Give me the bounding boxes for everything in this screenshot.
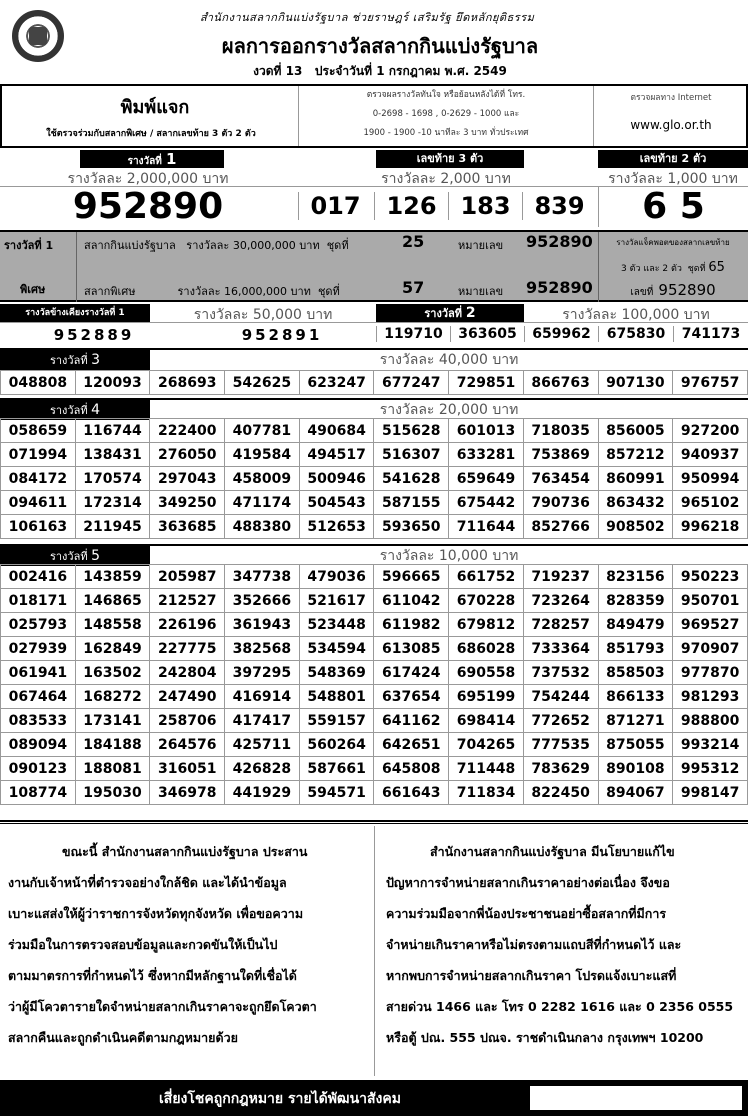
prize-number: 894067: [598, 781, 673, 805]
table-row: [1, 443, 748, 467]
prize-number: 458009: [225, 467, 300, 491]
table-row: [1, 589, 748, 613]
prize-number: 258706: [150, 709, 225, 733]
table-row: [1, 661, 748, 685]
prize-number: 950701: [673, 589, 748, 613]
special-row2-set: 57: [402, 278, 425, 297]
prize-number: 002416: [1, 565, 76, 589]
prize-number: 772652: [523, 709, 598, 733]
prize-number: 851793: [598, 637, 673, 661]
jackpot-num: เลขที่ 952890: [630, 281, 716, 299]
prize-number: 516307: [374, 443, 449, 467]
prize-number: 596665: [374, 565, 449, 589]
prize-number: 548801: [299, 685, 374, 709]
near1-tag: รางวัลข้างเคียงรางวัลที่ 1: [0, 304, 150, 322]
prize-number: 993214: [673, 733, 748, 757]
near1-number: 952889: [53, 326, 135, 344]
last3-number: 126: [374, 192, 448, 220]
second-tag: รางวัลที่ 2: [376, 304, 524, 322]
prize-number: 857212: [598, 443, 673, 467]
second-number: 741173: [673, 326, 748, 342]
prize-number: 849479: [598, 613, 673, 637]
prize-number: 559157: [299, 709, 374, 733]
special-row2-numlabel: หมายเลข: [458, 285, 504, 298]
prize-number: 084172: [1, 467, 76, 491]
prize-number: 690558: [449, 661, 524, 685]
fourth-band: รางวัลที่ 4 รางวัลละ 20,000 บาท: [0, 398, 748, 420]
prize-number: 316051: [150, 757, 225, 781]
prize-number: 352666: [225, 589, 300, 613]
prize-number: 441929: [225, 781, 300, 805]
prize-number: 226196: [150, 613, 225, 637]
prize-number: 222400: [150, 419, 225, 443]
special-row1: สลากกินแบ่งรัฐบาล รางวัลละ 30,000,000 บาท ชุดที่: [84, 239, 349, 252]
prize-number: 977870: [673, 661, 748, 685]
prize-number: 976757: [673, 371, 748, 395]
prize-number: 515628: [374, 419, 449, 443]
special-row1-num: 952890: [526, 232, 593, 251]
prize-number: 866763: [523, 371, 598, 395]
prize-number: 866133: [598, 685, 673, 709]
prize-number: 613085: [374, 637, 449, 661]
prize-number: 143859: [75, 565, 150, 589]
prize-number: 188081: [75, 757, 150, 781]
draw-info: งวดที่ 13 ประจำวันที่ 1 กรกฎาคม พ.ศ. 2549: [253, 64, 507, 78]
prize-number: 633281: [449, 443, 524, 467]
prize-number: 397295: [225, 661, 300, 685]
prize-number: 856005: [598, 419, 673, 443]
prize-number: 170574: [75, 467, 150, 491]
prize-number: 677247: [374, 371, 449, 395]
prize-number: 970907: [673, 637, 748, 661]
prize-number: 645808: [374, 757, 449, 781]
special-row2: สลากพิเศษ รางวัลละ 16,000,000 บาท ชุดที่: [84, 285, 340, 298]
prize-number: 071994: [1, 443, 76, 467]
phone-check: ตรวจผลรางวัลทันใจ หรือย้อนหลังได้ที่ โทร. 0-2698 - 1698 , 0-2629 - 1000 และ 1900 - 1900 -10 นาทีละ 3 บาท ทั่วประเทศ: [298, 86, 594, 146]
website-url[interactable]: www.glo.or.th: [630, 118, 712, 132]
prize-number: 521617: [299, 589, 374, 613]
table-row: [1, 637, 748, 661]
table-row: [1, 733, 748, 757]
prize-number: 996218: [673, 515, 748, 539]
prize-number: 548369: [299, 661, 374, 685]
prize-number: 998147: [673, 781, 748, 805]
prize-number: 823156: [598, 565, 673, 589]
footer-slogan: เสี่ยงโชคถูกกฎหมาย รายได้พัฒนาสังคม: [159, 1091, 401, 1107]
first-prize-tag: รางวัลที่ 1: [80, 150, 224, 168]
prize-number: 863432: [598, 491, 673, 515]
prize-number: 268693: [150, 371, 225, 395]
table-row: [1, 515, 748, 539]
last3-number: 839: [522, 192, 596, 220]
prize-number: 871271: [598, 709, 673, 733]
prize-number: 276050: [150, 443, 225, 467]
prize-number: 211945: [75, 515, 150, 539]
prize-number: 711834: [449, 781, 524, 805]
prize-number: 698414: [449, 709, 524, 733]
prize-number: 116744: [75, 419, 150, 443]
prize-number: 148558: [75, 613, 150, 637]
prize-number: 723264: [523, 589, 598, 613]
prize-number: 425711: [225, 733, 300, 757]
third-table: [0, 370, 748, 395]
near1-amount: รางวัลละ 50,000 บาท: [193, 307, 333, 323]
prize-number: 670228: [449, 589, 524, 613]
prize-number: 494517: [299, 443, 374, 467]
prize-number: 927200: [673, 419, 748, 443]
prize-number: 172314: [75, 491, 150, 515]
prize-number: 890108: [598, 757, 673, 781]
prize-number: 205987: [150, 565, 225, 589]
second-number: 119710: [376, 326, 450, 342]
table-row: [1, 419, 748, 443]
prize-number: 382568: [225, 637, 300, 661]
prize-number: 242804: [150, 661, 225, 685]
prize-number: 162849: [75, 637, 150, 661]
prize-number: 120093: [75, 371, 150, 395]
prize-number: 173141: [75, 709, 150, 733]
prize-number: 965102: [673, 491, 748, 515]
prize-number: 777535: [523, 733, 598, 757]
special-left-top: รางวัลที่ 1: [4, 239, 54, 252]
table-row: [1, 467, 748, 491]
motto-line: สำนักงานสลากกินแบ่งรัฐบาล ช่วยราษฎร์ เสริมรัฐ ยึดหลักยุติธรรม: [200, 11, 535, 24]
prize-number: 416914: [225, 685, 300, 709]
prize-number: 611982: [374, 613, 449, 637]
prize-number: 488380: [225, 515, 300, 539]
internet-check: ตรวจผลทาง Internet www.glo.or.th: [596, 86, 746, 146]
fifth-table: [0, 564, 748, 805]
prize-number: 754244: [523, 685, 598, 709]
prize-number: 587661: [299, 757, 374, 781]
last2-tag: เลขท้าย 2 ตัว: [598, 150, 748, 168]
prize-number: 363685: [150, 515, 225, 539]
prize-number: 108774: [1, 781, 76, 805]
prize-number: 184188: [75, 733, 150, 757]
prize-number: 083533: [1, 709, 76, 733]
prize-number: 728257: [523, 613, 598, 637]
prize-number: 969527: [673, 613, 748, 637]
prize-number: 479036: [299, 565, 374, 589]
prize-number: 860991: [598, 467, 673, 491]
prize-number: 995312: [673, 757, 748, 781]
special-left-bottom: พิเศษ: [20, 283, 46, 296]
table-row: [1, 613, 748, 637]
prize-number: 661643: [374, 781, 449, 805]
table-row: [1, 781, 748, 805]
last2-number: 6 5: [598, 186, 748, 227]
prize-number: 138431: [75, 443, 150, 467]
prize-number: 641162: [374, 709, 449, 733]
prize-number: 346978: [150, 781, 225, 805]
prize-number: 661752: [449, 565, 524, 589]
prize-number: 264576: [150, 733, 225, 757]
print-sub: ใช้ตรวจร่วมกับสลากพิเศษ / สลากเลขท้าย 3 ตัว 2 ตัว: [46, 129, 256, 139]
prize-number: 417417: [225, 709, 300, 733]
prize-number: 523448: [299, 613, 374, 637]
last3-number: 017: [298, 192, 372, 220]
special-row2-num: 952890: [526, 278, 593, 297]
last2-amount: รางวัลละ 1,000 บาท: [608, 171, 738, 187]
prize-number: 058659: [1, 419, 76, 443]
prize-number: 018171: [1, 589, 76, 613]
table-row: [1, 709, 748, 733]
prize-number: 048808: [1, 371, 76, 395]
prize-number: 504543: [299, 491, 374, 515]
prize-number: 163502: [75, 661, 150, 685]
prize-number: 146865: [75, 589, 150, 613]
prize-number: 617424: [374, 661, 449, 685]
prize-number: 852766: [523, 515, 598, 539]
jackpot-l2: 3 ตัว และ 2 ตัว ชุดที่ 65: [621, 260, 725, 275]
prize-number: 763454: [523, 467, 598, 491]
fifth-band: รางวัลที่ 5 รางวัลละ 10,000 บาท: [0, 544, 748, 566]
prize-number: 534594: [299, 637, 374, 661]
prize-number: 642651: [374, 733, 449, 757]
second-number: 659962: [524, 326, 598, 342]
prize-number: 950994: [673, 467, 748, 491]
prize-number: 212527: [150, 589, 225, 613]
prize-number: 623247: [299, 371, 374, 395]
prize-number: 594571: [299, 781, 374, 805]
prize-number: 704265: [449, 733, 524, 757]
prize-number: 737532: [523, 661, 598, 685]
prize-number: 711644: [449, 515, 524, 539]
notice-right: สำนักงานสลากกินแบ่งรัฐบาล มีนโยบายแก้ไข ปัญหาการจำหน่ายสลากเกินราคาอย่างต่อเนื่อง จึงขอ ความร่วมมือจากพี่น้องประชาชนอย่าซื้อสลากที่มีการ จำหน่ายเกินราคาหรือไม่ตรงตามแถบสีที่กำหนดไว้ และ หากพบการจำหน่ายสลากเกินราคา โปรดแจ้งเบาะแสที่ สายด่วน 1466 และ โทร 0 2282 1616 และ 0 2356 0555 หรือตู้ ปณ. 555 ปณจ. ราชดำเนินกลาง กรุงเทพฯ 10200: [386, 844, 734, 1045]
fourth-table: [0, 418, 748, 539]
footer-blank-box: [530, 1086, 742, 1110]
prize-number: 988800: [673, 709, 748, 733]
prize-number: 907130: [598, 371, 673, 395]
first-prize-number: 952890: [72, 186, 224, 227]
prize-number: 090123: [1, 757, 76, 781]
prize-number: 560264: [299, 733, 374, 757]
prize-number: 094611: [1, 491, 76, 515]
prize-number: 067464: [1, 685, 76, 709]
prize-number: 659649: [449, 467, 524, 491]
last3-amount: รางวัลละ 2,000 บาท: [381, 171, 511, 187]
special-row1-numlabel: หมายเลข: [458, 239, 504, 252]
table-row: [1, 491, 748, 515]
prize-number: 695199: [449, 685, 524, 709]
prize-number: 027939: [1, 637, 76, 661]
last3-tag: เลขท้าย 3 ตัว: [376, 150, 524, 168]
last3-number: 183: [448, 192, 522, 220]
prize-number: 347738: [225, 565, 300, 589]
prize-number: 419584: [225, 443, 300, 467]
second-number: 363605: [450, 326, 524, 342]
prize-number: 407781: [225, 419, 300, 443]
table-row: [1, 371, 748, 395]
print-label: พิมพ์แจก: [120, 97, 190, 118]
notice-left: ขณะนี้ สำนักงานสลากกินแบ่งรัฐบาล ประสาน งานกับเจ้าหน้าที่ตำรวจอย่างใกล้ชิด และได้นำข้อมูล เบาะแสส่งให้ผู้ว่าราชการจังหวัดทุกจังหวัด เพื่อขอความ ร่วมมือในการตรวจสอบข้อมูลและกวดขันให้เป็นไป ตามมาตรการที่กำหนดไว้ ซึ่งหากมีหลักฐานใดที่เชื่อได้ ว่าผู้มีโควตารายใดจำหน่ายสลากเกินราคาจะถูกยึดโควตา สลากคืนและถูกดำเนินคดีตามกฎหมายด้วย: [8, 844, 317, 1045]
second-number: 675830: [598, 326, 673, 342]
prize-number: 426828: [225, 757, 300, 781]
prize-number: 858503: [598, 661, 673, 685]
prize-number: 361943: [225, 613, 300, 637]
prize-number: 349250: [150, 491, 225, 515]
prize-number: 790736: [523, 491, 598, 515]
prize-number: 512653: [299, 515, 374, 539]
prize-number: 637654: [374, 685, 449, 709]
near1-number: 952891: [241, 326, 323, 344]
prize-number: 025793: [1, 613, 76, 637]
prize-number: 247490: [150, 685, 225, 709]
prize-number: 542625: [225, 371, 300, 395]
prize-number: 297043: [150, 467, 225, 491]
prize-number: 711448: [449, 757, 524, 781]
prize-number: 675442: [449, 491, 524, 515]
prize-number: 686028: [449, 637, 524, 661]
prize-number: 679812: [449, 613, 524, 637]
first-amount: รางวัลละ 2,000,000 บาท: [67, 171, 229, 187]
prize-number: 490684: [299, 419, 374, 443]
table-row: [1, 685, 748, 709]
prize-number: 061941: [1, 661, 76, 685]
prize-number: 981293: [673, 685, 748, 709]
prize-number: 950223: [673, 565, 748, 589]
prize-number: 500946: [299, 467, 374, 491]
prize-number: 601013: [449, 419, 524, 443]
prize-number: 106163: [1, 515, 76, 539]
prize-number: 089094: [1, 733, 76, 757]
prize-number: 940937: [673, 443, 748, 467]
footer-bar: [0, 1080, 748, 1116]
prize-number: 611042: [374, 589, 449, 613]
prize-number: 471174: [225, 491, 300, 515]
second-amount: รางวัลละ 100,000 บาท: [562, 307, 710, 323]
prize-number: 822450: [523, 781, 598, 805]
prize-number: 593650: [374, 515, 449, 539]
prize-number: 875055: [598, 733, 673, 757]
glo-seal-icon: [12, 10, 64, 62]
prize-number: 753869: [523, 443, 598, 467]
prize-number: 828359: [598, 589, 673, 613]
third-band: รางวัลที่ 3 รางวัลละ 40,000 บาท: [0, 348, 748, 370]
prize-number: 783629: [523, 757, 598, 781]
prize-number: 168272: [75, 685, 150, 709]
prize-number: 908502: [598, 515, 673, 539]
prize-number: 729851: [449, 371, 524, 395]
prize-number: 587155: [374, 491, 449, 515]
table-row: [1, 757, 748, 781]
page-title: ผลการออกรางวัลสลากกินแบ่งรัฐบาล: [221, 34, 539, 58]
table-row: [1, 565, 748, 589]
prize-number: 195030: [75, 781, 150, 805]
prize-number: 719237: [523, 565, 598, 589]
jackpot-l1: รางวัลแจ็คพอตของสลากเลขท้าย: [616, 238, 730, 247]
prize-number: 541628: [374, 467, 449, 491]
prize-number: 227775: [150, 637, 225, 661]
special-row1-set: 25: [402, 232, 425, 251]
prize-number: 733364: [523, 637, 598, 661]
prize-number: 718035: [523, 419, 598, 443]
